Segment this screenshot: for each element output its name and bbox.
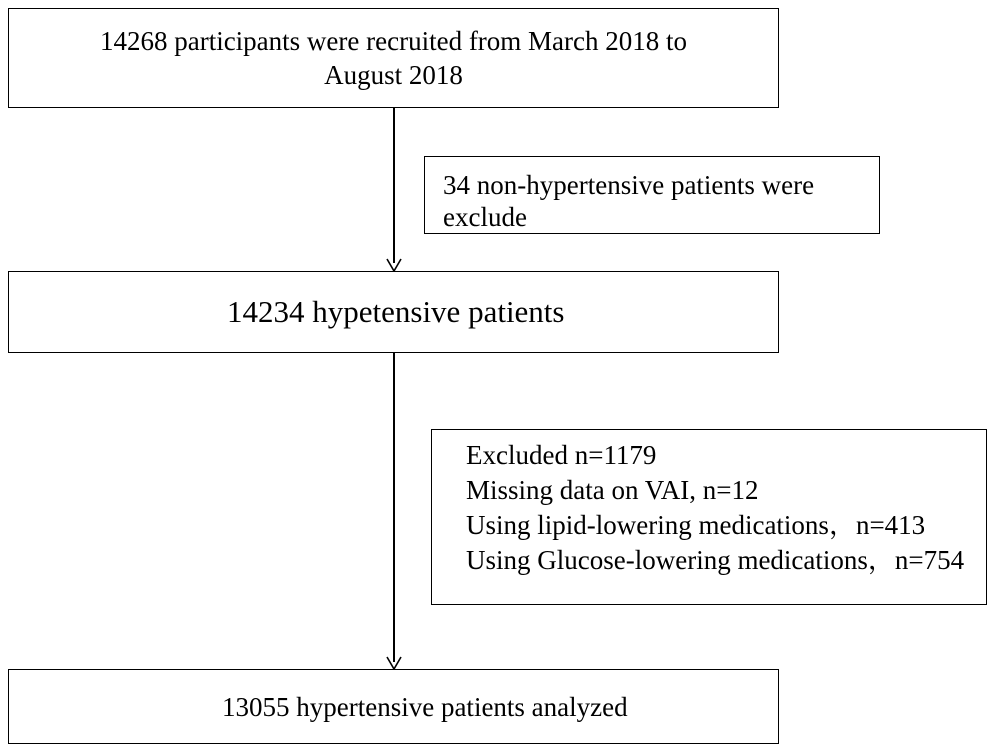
exclusion-item: Using lipid-lowering medications，n=413: [466, 510, 926, 540]
exclusion-box-criteria: [431, 429, 987, 605]
recruited-line-1: 14268 participants were recruited from March 2018 to: [99, 26, 688, 56]
exclusion-box-non-hypertensive: [424, 156, 880, 234]
analyzed-patients-text: 13055 hypertensive patients analyzed: [222, 691, 628, 722]
analyzed-patients-box: [8, 669, 779, 744]
exclusion1-line-1: 34 non-hypertensive patients were: [443, 170, 815, 200]
exclusion-item: Using Glucose-lowering medications，n=754: [466, 545, 965, 575]
hypertensive-patients-text: 14234 hypetensive patients: [227, 294, 565, 329]
hypertensive-patients-box: [8, 271, 779, 353]
recruited-text: [100, 24, 687, 92]
connector-line-2: [393, 353, 395, 662]
exclusion1-line-2: exclude: [443, 202, 527, 232]
exclusion-item: Excluded n=1179: [466, 440, 657, 470]
recruited-box: [8, 8, 779, 108]
recruited-line-2: August 2018: [324, 60, 463, 90]
connector-line-1: [393, 108, 395, 263]
exclusion-item: Missing data on VAI, n=12: [466, 475, 759, 505]
